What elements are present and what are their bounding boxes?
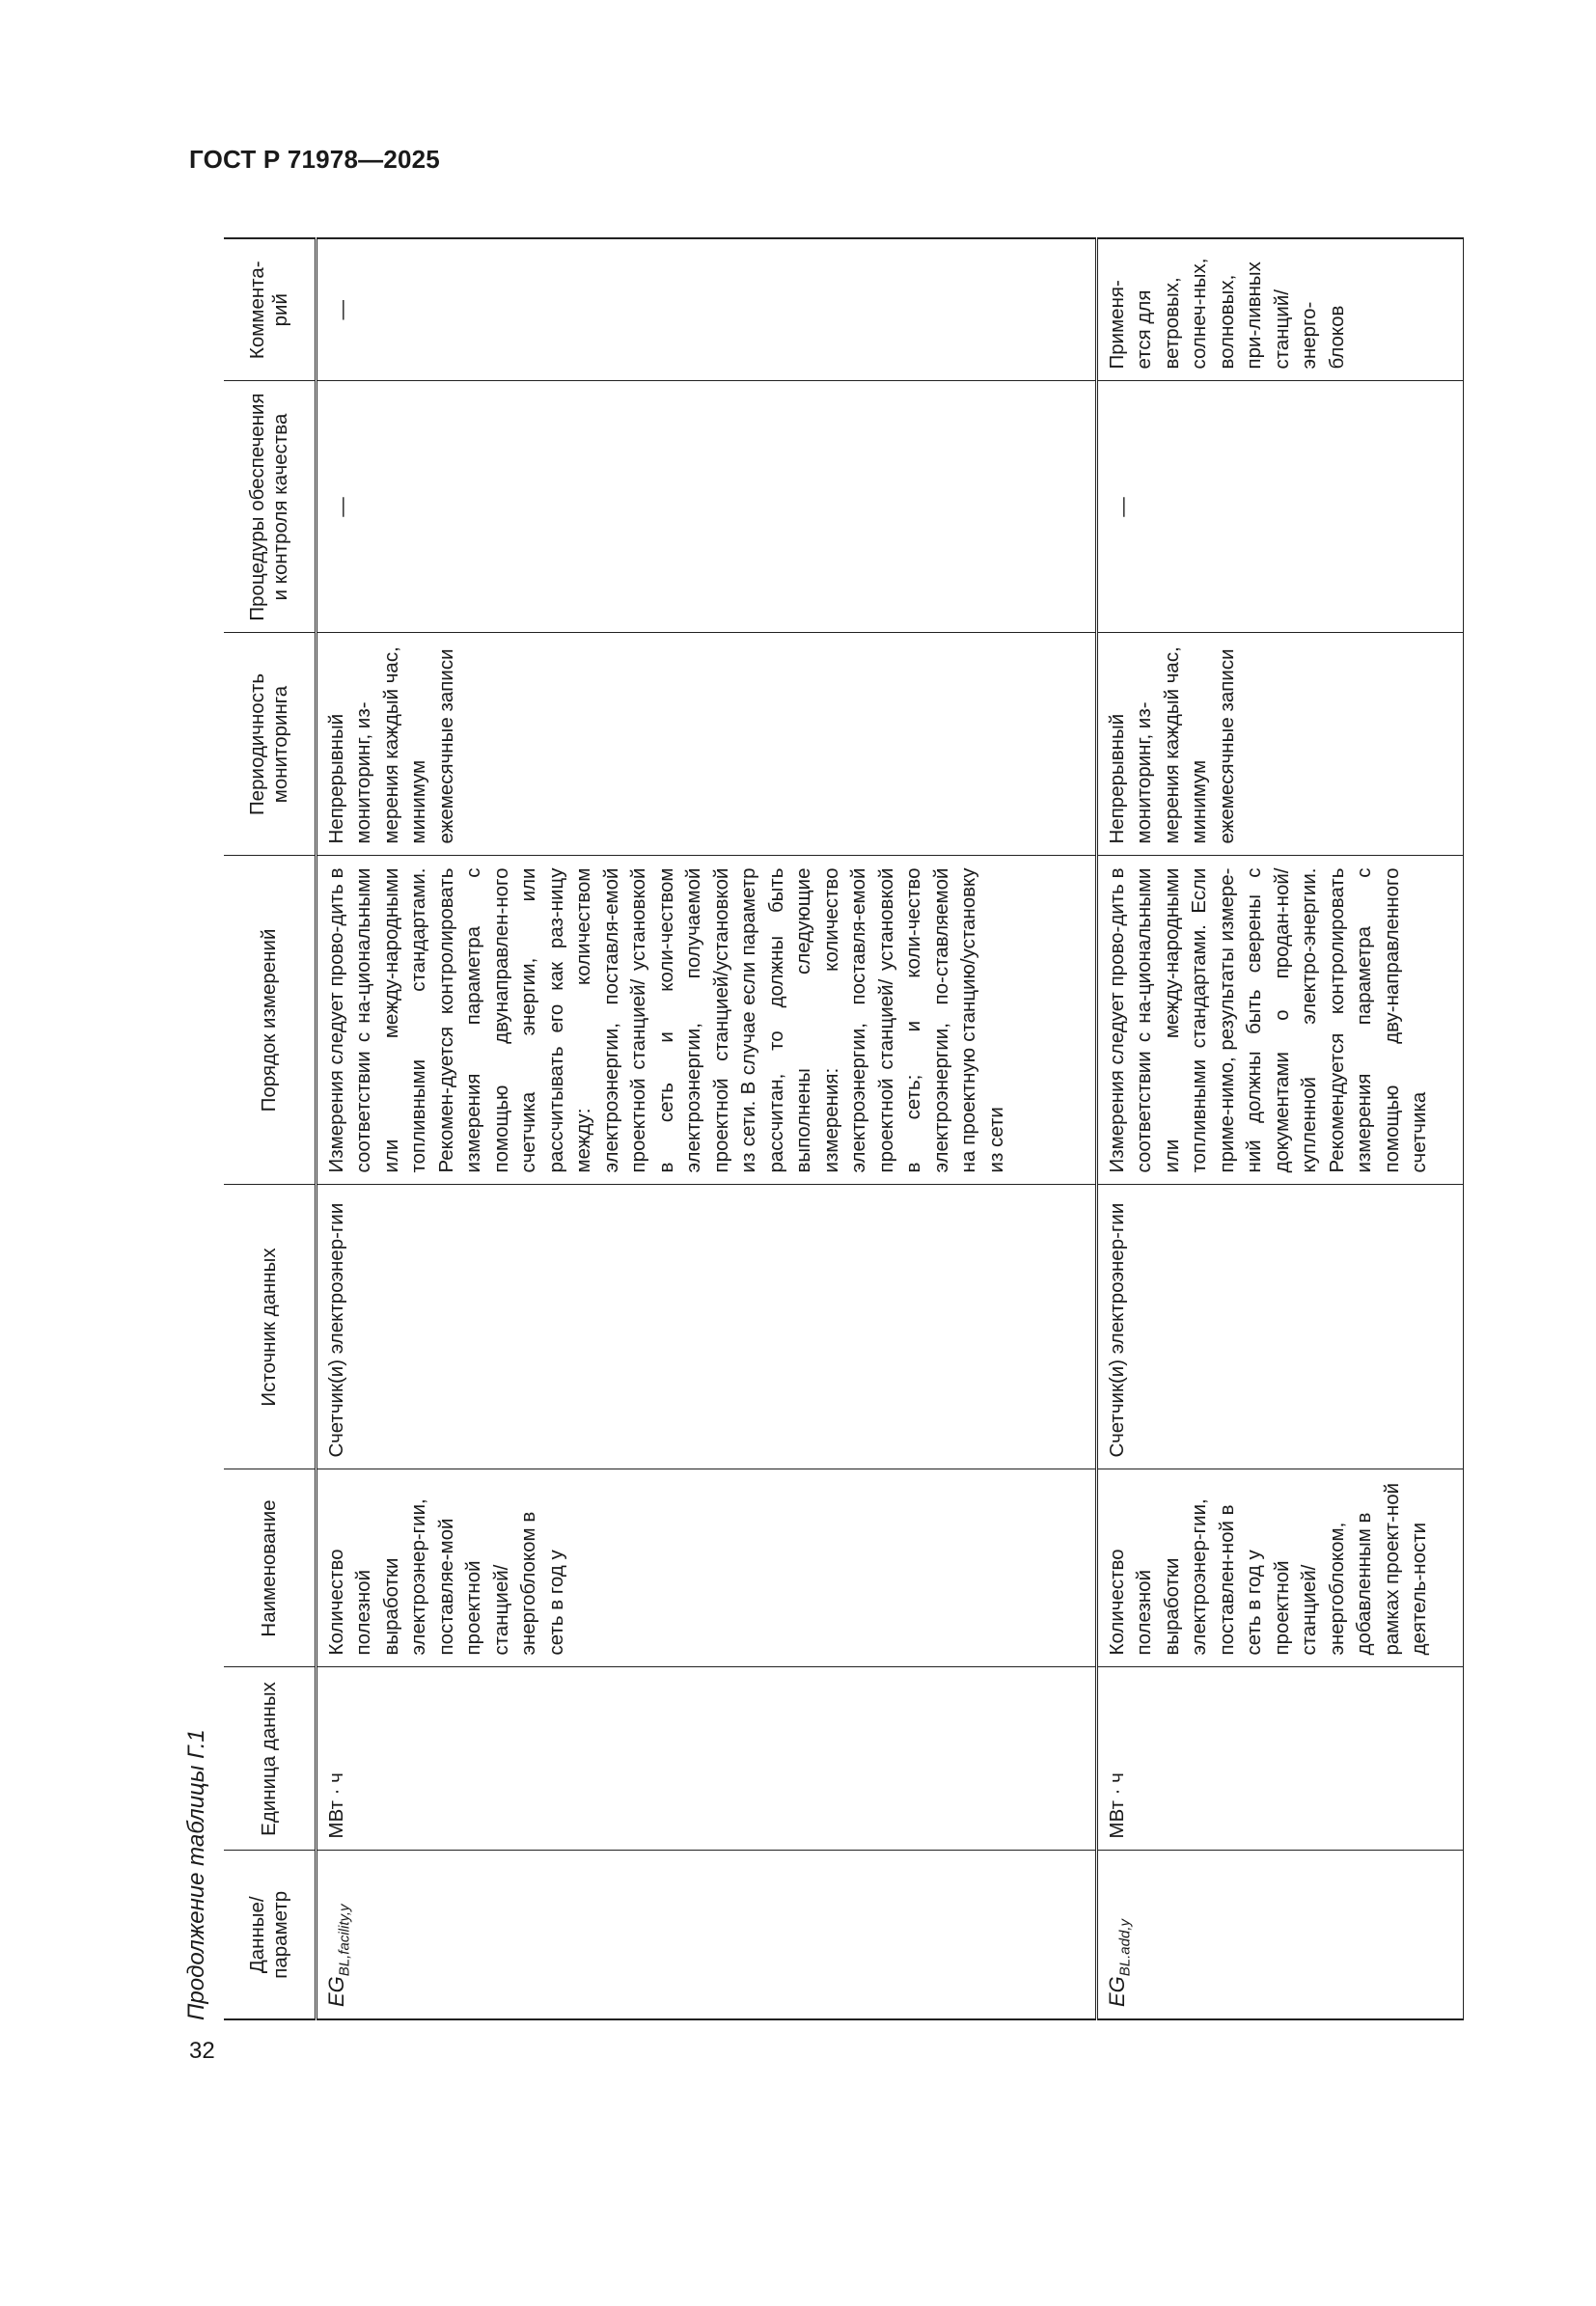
- param-cell: [1096, 1851, 1463, 2019]
- param-cell: [316, 1851, 1096, 2019]
- comment-cell: Применя-ется для ветровых, солнеч-ных, волновых, при-ливных станций/ энерго-блоков: [1096, 238, 1463, 381]
- name-cell: Количество полезной выработки электроэнер-гии, поставлен-ной в сеть в год y проектной станцией/ энергоблоком, добавленным в рамках проект-ной деятель-ности: [1096, 1469, 1463, 1667]
- col-header-name: Наименование: [224, 1469, 316, 1667]
- table-caption: Продолжение таблицы Г.1: [183, 1729, 209, 2020]
- source-cell: Счетчик(и) электроэнер-гии: [316, 1185, 1096, 1469]
- col-header-unit: Единица данных: [224, 1667, 316, 1851]
- monitoring-parameters-table: [224, 237, 1464, 2020]
- col-header-comment: Коммента-рий: [224, 238, 316, 381]
- table-header-row: [224, 238, 316, 2019]
- frequency-cell: Непрерывный мониторинг, из-мерения каждый час, минимум ежемесячные записи: [316, 633, 1096, 856]
- name-cell: Количество полезной выработки электроэнер-гии, поставляе-мой проектной станцией/ энергоблоком в сеть в год y: [316, 1469, 1096, 1667]
- param-symbol: $EG_{BL.add,y}$: [1104, 1918, 1133, 2007]
- procedure-cell: Измерения следует прово-дить в соответствии с на-циональными или между-народными топливными стандартами. Если приме-нимо, результаты измере-ний должны быть сверены с документами о продан-ной/купленной электро-энергии. Рекомендуется контролировать измерения параметра с помощью дву-направленного счетчика: [1096, 856, 1463, 1185]
- source-cell: Счетчик(и) электроэнер-гии: [1096, 1185, 1463, 1469]
- table-row: [316, 238, 1096, 2019]
- comment-dash: —: [330, 300, 353, 320]
- frequency-cell: Непрерывный мониторинг, из-мерения каждый час, минимум ежемесячные записи: [1096, 633, 1463, 856]
- col-header-procedure: Порядок измерений: [224, 856, 316, 1185]
- rotated-table-container: [170, 0, 1430, 2306]
- qa-cell: [316, 381, 1096, 633]
- qa-cell: [1096, 381, 1463, 633]
- procedure-cell: Измерения следует прово-дить в соответствии с на-циональными или между-народными топливными стандартами. Рекомен-дуется контролировать измерения параметра с помощью двунаправлен-ного счетчика энергии, или рассчитывать его как раз-ницу между: количеством электроэнергии, поставля-емой проектной станцией/ установкой в сеть и коли-чеством электроэнергии, получаемой проектной станцией/установкой из сети. В случае если параметр рассчитан, то должны быть выполнены следующие измерения: количество электроэнергии, поставля-емой проектной станцией/ установкой в сеть; и коли-чество электроэнергии, по-ставляемой на проектную станцию/установку из сети: [316, 856, 1096, 1185]
- col-header-frequency: Периодичность мониторинга: [224, 633, 316, 856]
- table-row: [1096, 238, 1463, 2019]
- qa-dash: —: [1111, 497, 1134, 517]
- document-header: ГОСТ Р 71978—2025: [189, 145, 440, 174]
- unit-cell: МВт · ч: [316, 1667, 1096, 1851]
- col-header-param: Данные/ параметр: [224, 1851, 316, 2019]
- unit-cell: МВт · ч: [1096, 1667, 1463, 1851]
- col-header-source: Источник данных: [224, 1185, 316, 1469]
- qa-dash: —: [330, 497, 353, 517]
- param-symbol: $EG_{BL,facility,y}$: [323, 1904, 352, 2007]
- page-number: 32: [189, 2038, 215, 2064]
- comment-cell: [316, 238, 1096, 381]
- col-header-qa: Процедуры обеспечения и контроля качества: [224, 381, 316, 633]
